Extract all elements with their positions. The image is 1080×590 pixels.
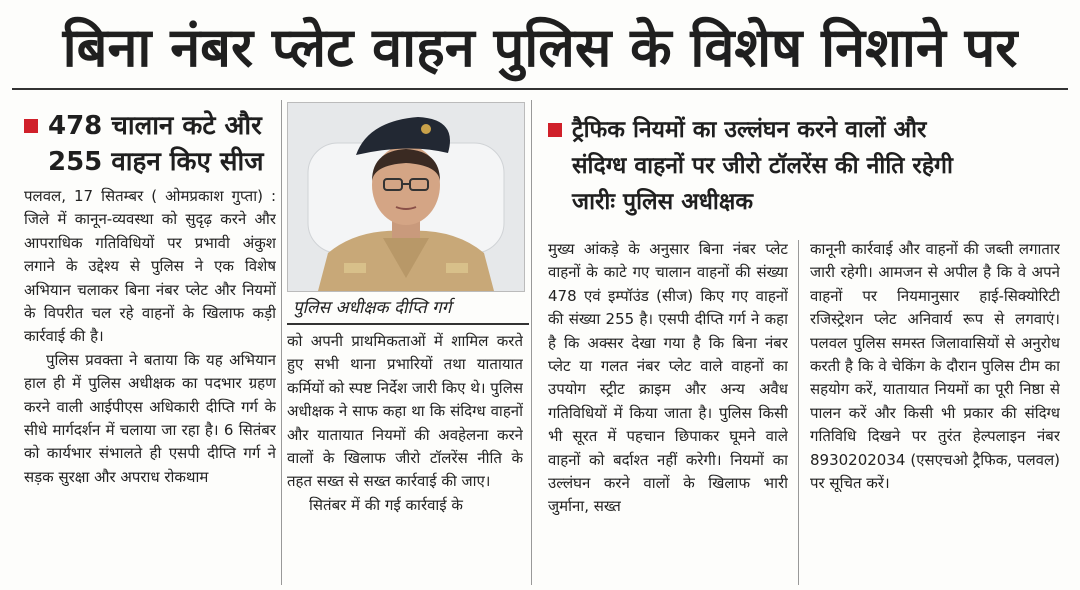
right-subhead-line-1: ट्रैफिक नियमों का उल्लंघन करने वालों और <box>572 117 927 143</box>
article-column-1 <box>24 185 276 585</box>
left-subhead-line-2: 255 वाहन किए सीज <box>48 147 264 177</box>
column-divider <box>531 100 532 585</box>
right-subhead-line-2: संदिग्ध वाहनों पर जीरो टॉलरेंस की नीति रहेगी <box>572 153 953 179</box>
paragraph: को अपनी प्राथमिकताओं में शामिल करते हुए सभी थाना प्रभारियों तथा यातायात कर्मियों को स्पष्ट निर्देश जारी किए थे। पुलिस अधीक्षक ने साफ कहा था कि संदिग्ध वाहनों और यातायात नियमों की अवहेलना करने वालों के खिलाफ जीरो टॉलरेंस नीति के तहत सख्त से सख्त कार्रवाई की जाए। <box>287 332 523 491</box>
article-column-3 <box>548 238 788 586</box>
paragraph: सितंबर में की गई कार्रवाई के <box>309 495 463 514</box>
officer-photo <box>287 102 525 292</box>
red-square-bullet <box>548 123 562 137</box>
left-subhead-line-1: 478 चालान कटे और <box>48 111 262 141</box>
paragraph: पुलिस प्रवक्ता ने बताया कि यह अभियान हाल ही में पुलिस अधीक्षक का पदभार ग्रहण करने वाली आईपीएस अधिकारी दीप्ति गर्ग के सीधे मार्गदर्शन में चलाया जा रहा है। 6 सितंबर को कार्यभार संभालते ही एसपी दीप्ति गर्ग ने सड़क सुरक्षा और अपराध रोकथाम <box>24 350 276 486</box>
headline: बिना नंबर प्लेट वाहन पुलिस के विशेष निशाने पर <box>62 16 1018 79</box>
left-subhead <box>24 108 279 180</box>
headline-rule <box>12 88 1068 90</box>
right-subhead-line-3: जारीः पुलिस अधीक्षक <box>572 189 754 215</box>
paragraph: पलवल, 17 सितम्बर ( ओमप्रकाश गुप्ता) : जिले में कानून-व्यवस्था को सुदृढ़ करने और आपराधिक गतिविधियों पर प्रभावी अंकुश लगाने के उद्देश्य से पुलिस ने एक विशेष अभियान चलाकर बिना नंबर प्लेट और नियमों के विपरीत चल रहे वाहनों के खिलाफ कड़ी कार्रवाई की है। <box>24 187 276 346</box>
paragraph: कानूनी कार्रवाई और वाहनों की जब्ती लगातार जारी रहेगी। आमजन से अपील है कि वे अपने वाहनों पर नियमानुसार हाई-सिक्योरिटी रजिस्ट्रेशन प्लेट अनिवार्य रूप से लगवाएं। पलवल पुलिस समस्त जिलावासियों से अनुरोध करती है कि वे चेकिंग के दौरान पुलिस टीम का सहयोग करें, यातायात नियमों का पूरी निष्ठा से पालन करें और किसी भी प्रकार की संदिग्ध गतिविधि दिखने पर तुरंत हेल्पलाइन नंबर 8930202034 (एसएचओ ट्रैफिक, पलवल) पर सूचित करें। <box>810 240 1060 493</box>
column-divider <box>798 240 799 585</box>
article-column-4 <box>810 238 1060 586</box>
paragraph: मुख्य आंकड़े के अनुसार बिना नंबर प्लेट वाहनों के काटे गए चालान वाहनों की संख्या 478 एवं इम्पॉउंड (सीज) किए गए वाहनों की संख्या 255 है। एसपी दीप्ति गर्ग ने कहा है कि अक्सर देखा गया है कि बिना नंबर प्लेट या गलत नंबर प्लेट वाले वाहनों का उपयोग स्ट्रीट क्राइम और अन्य अवैध गतिविधियों में किया जाता है। पुलिस किसी भी सूरत में पहचान छिपाकर घूमने वाले वाहनों को बर्दाश्त नहीं करेगी। नियमों का उल्लंघन करने वालों के खिलाफ भारी जुर्माना, सख्त <box>548 240 788 516</box>
right-subhead <box>548 112 1068 220</box>
article-column-2 <box>287 330 523 585</box>
red-square-bullet <box>24 119 38 133</box>
portrait-illustration <box>288 103 524 291</box>
photo-caption: पुलिस अधीक्षक दीप्ति गर्ग <box>287 293 529 325</box>
column-divider <box>281 100 282 585</box>
